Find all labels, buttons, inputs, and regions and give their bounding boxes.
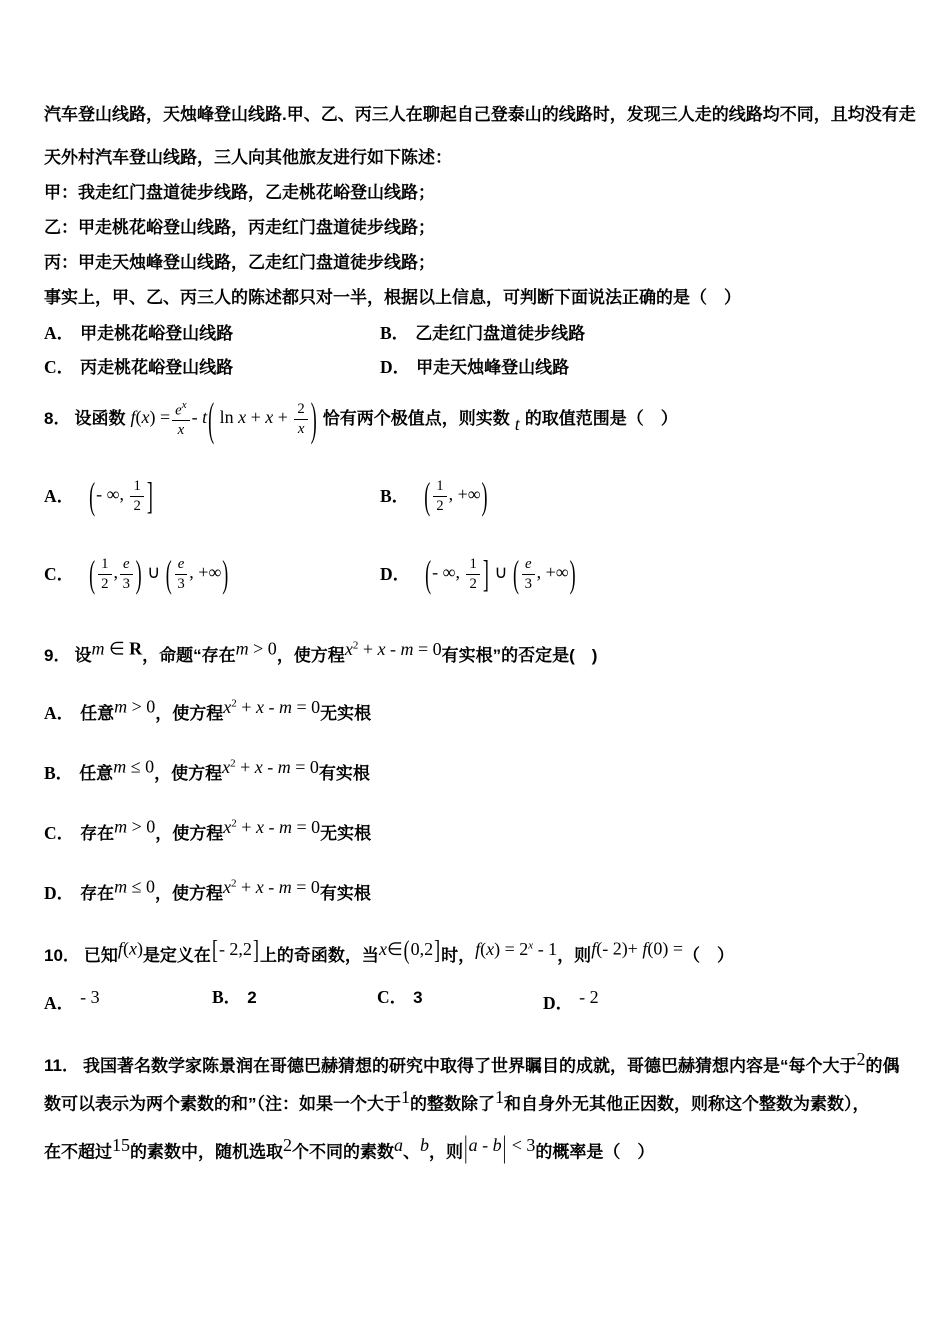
math-text: (0) =	[647, 938, 683, 959]
math-variable: f	[475, 938, 481, 959]
math-variable: x	[486, 938, 495, 959]
statement-yi: 乙：甲走桃花峪登山线路，丙走红门盘道徒步线路；	[44, 218, 435, 237]
math-delimiter: )	[481, 475, 488, 517]
math-text: -	[477, 1135, 493, 1155]
text-run: 个不同的素数	[292, 1142, 394, 1162]
math-text: (	[122, 938, 129, 959]
math-text: - 3	[80, 987, 100, 1007]
math-expression	[236, 639, 277, 659]
question-9-option-b	[44, 752, 910, 786]
question-8-option-c	[44, 542, 229, 606]
math-text: 2	[856, 1049, 866, 1069]
option-letter: A．	[44, 702, 75, 723]
math-expression	[420, 1135, 429, 1155]
text-run: 的概率是（ ）	[535, 1142, 655, 1162]
math-variable: b	[420, 1135, 429, 1155]
math-text: = 0	[291, 876, 320, 897]
question-10-options-row	[44, 986, 910, 1020]
question-8-option-d	[380, 542, 577, 606]
math-variable: f	[591, 938, 597, 959]
math-delimiter: [	[211, 935, 218, 965]
math-variable: x	[265, 407, 274, 428]
math-text: -	[263, 816, 279, 837]
math-delimiter: (	[403, 935, 410, 965]
math-fraction	[172, 399, 189, 439]
text-run: ，则	[557, 945, 592, 965]
math-delimiter: )	[569, 553, 576, 595]
math-text: 1	[436, 477, 444, 494]
math-text: -	[263, 696, 279, 717]
math-text: +	[236, 816, 256, 837]
statement-bing: 丙：甲走天烛峰登山线路，乙走红门盘道徒步线路；	[44, 253, 435, 272]
question-7-options-row-2	[44, 356, 910, 378]
math-text: < 3	[507, 1135, 536, 1155]
math-superscript: 2	[352, 639, 359, 651]
math-expression	[130, 393, 317, 445]
math-text: ∈	[386, 938, 403, 959]
math-delimiter: (	[424, 475, 431, 517]
math-expression	[211, 935, 260, 965]
math-fraction	[130, 478, 143, 514]
math-variable: e	[123, 555, 130, 572]
math-text: , +∞	[448, 484, 481, 505]
math-text: -	[191, 407, 203, 428]
math-variable: a	[468, 1135, 478, 1155]
math-expression	[114, 877, 155, 897]
math-variable: x	[297, 420, 305, 437]
math-text: -	[385, 638, 401, 659]
option-letter: D．	[380, 564, 411, 584]
math-expression	[114, 817, 155, 837]
math-expression	[223, 877, 320, 897]
math-text: 1	[469, 555, 477, 572]
math-text: ) = 2	[494, 938, 529, 959]
text-run: 3	[413, 988, 423, 1007]
math-text: , +∞	[536, 562, 569, 583]
math-expression	[475, 939, 557, 959]
math-variable: x	[223, 696, 232, 717]
math-superscript: x	[181, 399, 187, 412]
math-variable: m	[277, 756, 291, 777]
math-text: = 0	[291, 696, 321, 717]
question-9-option-a	[44, 692, 910, 726]
math-variable: m	[114, 876, 128, 897]
math-fraction	[433, 478, 446, 514]
math-fraction	[120, 556, 133, 592]
text-run: ，使方程	[154, 763, 223, 783]
text-run: ，使方程	[155, 823, 224, 843]
text-run: 存在	[80, 823, 115, 843]
text-run: 有实根”的否定是( )	[441, 645, 598, 665]
text-run: 设	[74, 645, 92, 665]
question-7-option-c	[44, 356, 233, 380]
math-variable: x	[344, 638, 353, 659]
option-letter: A．	[44, 323, 75, 343]
text-run: （ ）	[683, 945, 734, 965]
question-10-option-d	[543, 986, 599, 1016]
math-text: +	[236, 696, 256, 717]
math-text: 0,2	[410, 938, 434, 959]
math-expression	[378, 935, 441, 965]
math-delimiter: ]	[252, 935, 259, 965]
math-variable: f	[117, 938, 123, 959]
math-text: - ∞,	[96, 484, 129, 505]
math-variable: m	[278, 876, 292, 897]
math-text: 1	[495, 1087, 504, 1107]
math-variable: x	[255, 876, 264, 897]
text-run: 和自身外无其他正因数，则称这个整数为素数），	[504, 1094, 870, 1114]
math-variable: m	[278, 816, 292, 837]
text-run: 丙走桃花峪登山线路	[80, 358, 234, 377]
math-text: = 0	[291, 816, 321, 837]
math-variable: x	[128, 938, 137, 959]
text-run: 数可以表示为两个素数的和”（注：如果一个大于	[44, 1094, 401, 1114]
text-run: 设函数	[74, 409, 126, 428]
question-number: 8．	[44, 409, 71, 428]
text-run: ，使方程	[155, 883, 224, 903]
question-7-option-b	[380, 322, 585, 346]
math-expression	[394, 1135, 403, 1155]
math-text: ,	[113, 562, 119, 583]
intro-paragraph-line-1: 汽车登山线路，天烛峰登山线路.甲、乙、丙三人在聊起自己登泰山的线路时，发现三人走的线路均不同，且均没有走	[44, 105, 916, 124]
statement-jia: 甲：我走红门盘道徒步线路，乙走桃花峪登山线路；	[44, 183, 435, 202]
math-variable: a	[394, 1135, 403, 1155]
math-text: 2	[283, 1135, 292, 1155]
question-9-option-c	[44, 812, 910, 846]
math-variable: x	[141, 407, 150, 428]
math-delimiter: (	[513, 553, 520, 595]
math-variable: x	[238, 407, 247, 428]
option-letter: B．	[44, 762, 74, 783]
text-run: 甲走天烛峰登山线路	[416, 358, 570, 377]
math-fraction	[294, 401, 307, 437]
text-run: ，则	[429, 1142, 463, 1162]
math-text: (	[480, 938, 487, 959]
math-delimiter: )	[222, 553, 229, 595]
text-run: 、	[403, 1142, 420, 1162]
text-run: 已知	[83, 945, 118, 965]
math-text: ln	[215, 407, 239, 428]
option-letter: B．	[380, 323, 410, 343]
text-run: 的取值范围是（ ）	[524, 409, 678, 428]
math-expression	[112, 1135, 130, 1155]
question-11-line-2	[44, 1086, 910, 1112]
math-text: 2	[297, 400, 305, 417]
math-text: > 0	[248, 638, 277, 659]
text-run: 任意	[79, 763, 114, 783]
math-expression	[463, 1129, 536, 1164]
math-text: ∈	[104, 638, 130, 659]
text-run: 存在	[80, 883, 115, 903]
math-expression	[222, 757, 319, 777]
question-9-option-d	[44, 872, 910, 906]
question-8-option-a	[44, 464, 154, 528]
math-delimiter: (	[89, 553, 96, 595]
question-7-options-row-1	[44, 322, 910, 344]
text-run: 有实根	[319, 883, 371, 903]
math-text: -	[263, 876, 279, 897]
math-variable: x	[177, 422, 185, 439]
math-expression	[91, 639, 142, 659]
math-text: = 0	[290, 756, 319, 777]
text-run: 任意	[80, 703, 115, 723]
math-text: > 0	[127, 816, 156, 837]
math-variable: x	[254, 756, 263, 777]
option-letter: C．	[44, 564, 75, 584]
math-text: ) =	[149, 407, 171, 428]
math-text: 15	[112, 1135, 130, 1155]
math-variable: x	[255, 816, 264, 837]
text-run: 上的奇函数，当	[259, 945, 379, 965]
math-fraction	[466, 556, 479, 592]
math-text: (	[135, 407, 142, 428]
question-10-option-b	[212, 986, 257, 1010]
text-run: 乙走红门盘道徒步线路	[415, 324, 586, 343]
math-variable: m	[114, 816, 128, 837]
math-expression	[283, 1135, 292, 1155]
question-8-stem	[44, 388, 910, 450]
math-text: -	[262, 756, 278, 777]
math-text: , +∞	[189, 562, 222, 583]
math-text: 2	[436, 497, 444, 514]
math-expression	[80, 987, 100, 1007]
option-letter: B．	[212, 987, 242, 1007]
question-number: 9．	[44, 645, 71, 665]
math-delimiter: )	[310, 393, 317, 445]
math-superscript: 2	[231, 877, 237, 889]
math-variable: m	[235, 638, 249, 659]
math-fraction	[175, 556, 188, 592]
math-variable: x	[378, 938, 387, 959]
question-9-stem	[44, 634, 910, 668]
option-letter: A．	[44, 993, 75, 1014]
intro-paragraph-line-2: 天外村汽车登山线路，三人向其他旅友进行如下陈述：	[44, 148, 452, 167]
math-text: 2	[469, 575, 477, 592]
math-text: 2	[101, 575, 109, 592]
text-run: 无实根	[320, 823, 372, 843]
question-10-option-a	[44, 986, 100, 1016]
question-number: 10．	[44, 945, 80, 965]
option-letter: D．	[543, 993, 574, 1014]
math-text: +	[235, 756, 255, 777]
math-superscript: x	[528, 939, 534, 951]
option-letter: D．	[380, 357, 411, 377]
question-8-options-row-2	[44, 542, 910, 606]
text-run: 恰有两个极值点，则实数	[322, 409, 510, 428]
text-run: 2	[247, 988, 257, 1007]
math-variable: e	[177, 555, 185, 572]
question-number: 11．	[44, 1056, 79, 1076]
math-text: 2	[133, 497, 141, 514]
math-superscript: 2	[230, 757, 236, 769]
math-expression	[113, 757, 154, 777]
option-letter: C．	[377, 987, 408, 1007]
math-fraction	[98, 556, 111, 592]
math-superscript: 2	[231, 697, 237, 709]
text-run: ，命题“存在	[142, 645, 236, 665]
math-variable: m	[113, 756, 127, 777]
text-run: ，使方程	[276, 645, 345, 665]
math-expression	[579, 987, 599, 1007]
math-text: - 2,2	[218, 938, 252, 959]
math-subscript-variable: t	[514, 414, 520, 434]
math-text: +	[273, 407, 293, 428]
math-variable: x	[223, 876, 232, 897]
math-text: > 0	[127, 696, 156, 717]
math-text: 1	[101, 555, 109, 572]
math-text: - 2	[579, 987, 599, 1007]
math-variable: m	[114, 696, 128, 717]
option-letter: C．	[44, 822, 75, 843]
math-expression	[223, 817, 320, 837]
math-delimiter: (	[165, 553, 172, 595]
math-variable: e	[175, 402, 182, 419]
math-text: (- 2)+	[596, 938, 643, 959]
math-text: = 0	[413, 638, 442, 659]
math-delimiter: ]	[146, 475, 153, 517]
math-expression	[118, 939, 143, 959]
math-text: ≤ 0	[126, 756, 155, 777]
math-variable: e	[525, 555, 532, 572]
math-expression	[423, 475, 488, 517]
math-text: 1	[133, 477, 141, 494]
math-text: 3	[122, 575, 130, 592]
math-text: - 1	[533, 938, 558, 959]
math-delimiter: )	[135, 553, 142, 595]
question-11-line-1	[44, 1048, 910, 1078]
math-text: +	[236, 876, 256, 897]
question-10-stem	[44, 934, 910, 970]
math-superscript: 2	[231, 817, 237, 829]
math-variable: f	[130, 407, 136, 428]
math-variable: m	[91, 638, 105, 659]
math-text: 3	[177, 575, 185, 592]
math-delimiter: |	[464, 1129, 468, 1164]
math-text: )	[136, 938, 143, 959]
text-run: 我国著名数学家陈景润在哥德巴赫猜想的研究中取得了世界瞩目的成就，哥德巴赫猜想内容是“每个大于	[82, 1056, 857, 1076]
question-10-option-c	[377, 986, 423, 1010]
math-text: ≤ 0	[127, 876, 156, 897]
question-7-option-d	[380, 356, 569, 380]
math-expression	[424, 553, 576, 595]
math-text: 3	[524, 575, 532, 592]
math-bold-symbol: R	[129, 638, 143, 659]
math-expression	[495, 1087, 504, 1107]
math-variable: x	[223, 816, 232, 837]
text-run: ，使方程	[155, 703, 224, 723]
math-expression	[401, 1087, 410, 1107]
math-variable: x	[222, 756, 231, 777]
text-run: 时，	[441, 945, 476, 965]
math-expression	[514, 408, 520, 434]
option-letter: A．	[44, 486, 75, 506]
math-expression	[345, 639, 442, 659]
math-text: ∪	[142, 562, 165, 583]
math-expression	[114, 697, 155, 717]
text-run: 是定义在	[142, 945, 211, 965]
text-run: 无实根	[320, 703, 372, 723]
option-letter: C．	[44, 357, 75, 377]
question-8-options-row-1	[44, 464, 910, 528]
math-text: ∪	[489, 562, 513, 583]
math-delimiter: |	[502, 1129, 507, 1164]
math-delimiter: ]	[434, 935, 441, 965]
text-run: 的整数除了	[410, 1094, 495, 1114]
math-variable: x	[255, 696, 264, 717]
math-text: 1	[401, 1087, 410, 1107]
math-delimiter: (	[89, 475, 96, 517]
math-expression	[88, 553, 229, 595]
math-delimiter: (	[425, 553, 432, 595]
math-variable: x	[377, 638, 386, 659]
question-7-option-a	[44, 322, 233, 346]
option-letter: D．	[44, 882, 75, 903]
option-letter: B．	[380, 486, 410, 506]
text-run: 有实根	[318, 763, 370, 783]
text-run: 的偶	[865, 1056, 900, 1076]
math-variable: t	[202, 407, 208, 428]
question-11-line-3	[44, 1129, 910, 1168]
math-delimiter: (	[208, 393, 215, 445]
math-variable: m	[278, 696, 292, 717]
math-text: - ∞,	[432, 562, 465, 583]
math-expression	[591, 939, 683, 959]
math-variable: f	[642, 938, 648, 959]
math-variable: b	[492, 1135, 502, 1155]
text-run: 的素数中，随机选取	[130, 1142, 283, 1162]
question-7-prompt: 事实上，甲、乙、丙三人的陈述都只对一半，根据以上信息，可判断下面说法正确的是（ ）	[44, 288, 741, 307]
math-expression	[88, 475, 154, 517]
math-delimiter: ]	[482, 553, 489, 595]
math-fraction	[522, 556, 535, 592]
text-run: 甲走桃花峪登山线路	[80, 324, 234, 343]
math-text: +	[246, 407, 266, 428]
text-run: 在不超过	[44, 1142, 112, 1162]
math-text: +	[358, 638, 378, 659]
math-variable: m	[400, 638, 414, 659]
question-8-option-b	[380, 464, 489, 528]
math-expression	[223, 697, 320, 717]
